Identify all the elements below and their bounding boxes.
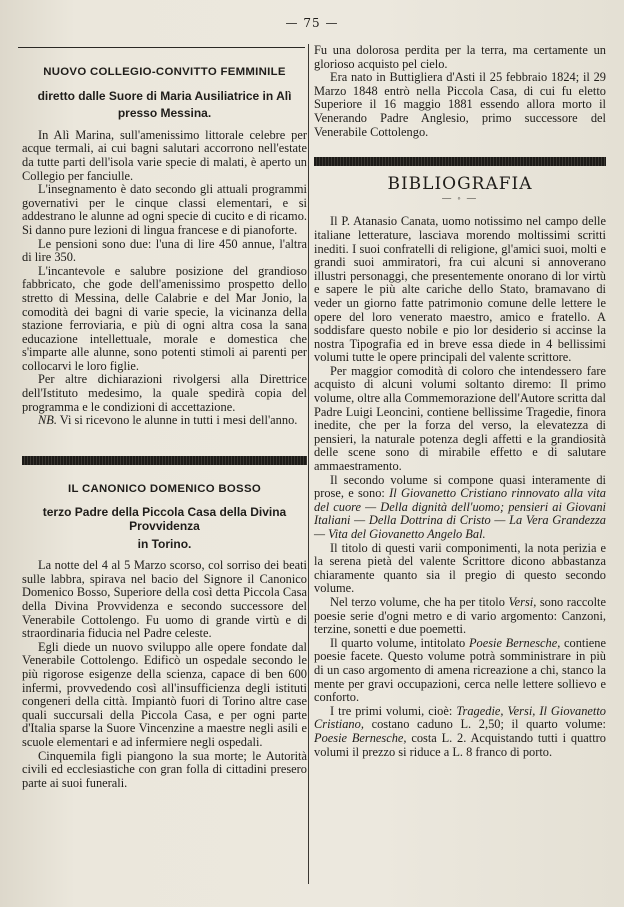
prices-intro: I tre primi volumi, cioè: <box>330 703 457 718</box>
bibliography-paragraph <box>314 474 606 542</box>
bibliography-paragraph: Il titolo di questi varii componimenti, la nota perizia e la serena pietà del valente Scrittore dicono abbastanza chiaramente quanto sia il pregio di questo secondo volume. <box>314 540 606 596</box>
ornament: — ◦ — <box>442 192 478 203</box>
college-paragraph: L'incantevole e salubre posizione del grandioso fabbricato, che gode dell'amenissimo prospetto dello stretto di Messina, delle Calabrie e del Mar Jonio, la comodità dei bagni di varie specie, la vicinanza della stazione ferroviaria, e più di ogni altra cosa la sana educazione intellettuale, morale e domestica che s'imparte alle alunne, sono potenti stimoli ai parenti per collocarvi le loro figlie. <box>22 263 307 373</box>
prices-titles: Tragedie, Versi, Il Giovanetto Cristiano, <box>314 703 606 732</box>
college-paragraph: Per altre dichiarazioni rivolgersi alla Direttrice dell'Istituto medesimo, la quale spedirà copia del programma e le condizioni di accettazione. <box>22 372 307 414</box>
bibliography-paragraph: Il P. Atanasio Canata, uomo notissimo nel campo delle italiane letterature, lasciava morendo moltissimi scritti inediti. I suoi confratelli di religione, gl'amici suoi, molti e grandi suoi ammiratori, fra cui alcuni si annoverano illustri personaggi, che presentemente onorano di lor virtù e sapere le più alte cariche dello Stato, bramavano di veder un giorno fatte patrimonio comune delle lettere le opere del loro venerato maestro, amico e fratello. A soddisfare questo nobile e pio lor desiderio si accinse la nostra Tipografia ed in breve essa diede in 4 bellissimi volumi tutte le opere principali del valente scrittore. <box>314 214 606 365</box>
prices-end: costa L. 2. Acquistando tutti i quattro volumi il prezzo si riduce a L. 8 franco di porto. <box>314 730 606 759</box>
college-nb-note <box>22 414 307 428</box>
vol3-intro: Nel terzo volume, che ha per titolo <box>330 594 509 609</box>
bibliography-paragraph <box>314 637 606 705</box>
bibliography-paragraph: Per maggior comodità di coloro che intendessero fare acquisto di alcuni volumi soltanto diremo: Il primo volume, oltre alla Commemorazione dell'Autore scritta dal Padre Luigi Leoncini, contiene bellissime Tragedie, finora inedite, che per la forza del verso, la elevatezza di pensieri, la naturale potenza degli affetti e la grandiosità delle scene sono di mirabile effetto e di salutare ammaestramento. <box>314 363 606 474</box>
prices-title-4: Poesie Bernesche, <box>314 730 407 745</box>
college-article-subtitle-2: presso Messina. <box>117 106 212 121</box>
college-article-title: NUOVO COLLEGIO-CONVITTO FEMMINILE <box>43 66 286 78</box>
left-column <box>22 44 307 790</box>
bosso-paragraph: Egli diede un nuovo sviluppo alle opere fondate dal Venerabile Cottolengo. Edificò un ospedale secondo le più rigorose esigenze della scienza, capace di ben 600 infermi, provvedendo così all'insufficienza degli istituti congeneri della città. Impiantò fuori di Torino altre case quali succursali della Piccola Casa, e per ogni parte d'Italia sparse la Suore Vincenzine a maestre negli asili e scuole elementari e ad infermiere negli ospedali. <box>22 639 307 749</box>
bosso-article-title: IL CANONICO DOMENICO BOSSO <box>67 482 261 495</box>
prices-text: costano caduno L. 2,50; il quarto volume: <box>363 717 606 732</box>
bosso-article-subtitle-2: in Torino. <box>137 536 192 551</box>
nb-label: NB. <box>38 413 57 428</box>
bosso-continuation: Fu una dolorosa perdita per la terra, ma certamente un glorioso acquisto pel cielo. <box>314 43 606 71</box>
section-divider-bar <box>22 456 307 465</box>
bosso-paragraph: La notte del 4 al 5 Marzo scorso, col sorriso dei beati sulle labbra, spirava nel bacio del Signore il Canonico Domenico Bosso, Superiore della così detta Piccola Casa della Divina Provvidenza e secondo successore del Venerabile Cottolengo. Fu uomo di grande virtù e di straordinaria fiducia nel Padre celeste. <box>22 558 307 641</box>
vol3-text: sono raccolte poesie serie d'ogni metro e di vario argomento: Canzoni, terzine, sonetti e due poemetti. <box>314 594 606 637</box>
bosso-article-subtitle: terzo Padre della Piccola Casa della Divina Provvidenza <box>42 505 287 534</box>
college-article-subtitle: diretto dalle Suore di Maria Ausiliatrice in Alì <box>37 88 292 103</box>
college-paragraph: L'insegnamento è dato secondo gli attuali programmi governativi per le cinque classi elementari, e si addestrano le alunne ad ogni specie di cucito e di ricamo. Si danno pure lezioni di lingua francese e di pianoforte. <box>22 182 307 237</box>
bosso-paragraph: Cinquemila figli piangono la sua morte; le Autorità civili ed ecclesiastiche con gran folla di cittadini presero parte ai suoi funerali. <box>22 748 307 790</box>
vol4-text: contiene poesie facete. Questo volume potrà somministrare in più di un caso argomento di amena ricreazione a chi, stanco la mente per gravi occupazioni, cerca nelle lettere sollievo e conforto. <box>314 635 606 705</box>
bibliography-paragraph <box>314 596 606 637</box>
bosso-continuation: Era nato in Buttigliera d'Asti il 25 febbraio 1824; il 29 Marzo 1848 entrò nella Piccola Casa, di cui fu eletto Superiore il 16 maggio 1881 essendo allora morto il Venerando Padre Anglesio, primo successore del Venerabile Cottolengo. <box>314 70 606 139</box>
vol2-titles: Il Giovanetto Cristiano rinnovato alla vita del cuore — Della dignità dell'uomo; pensieri ai Giovani Italiani — Della Dottrina di Cristo — La Vera Grandezza — Vita del Giovanetto Angelo Bal. <box>314 486 606 541</box>
bibliography-title: BIBLIOGRAFIA <box>387 174 533 195</box>
page-number: — 75 — <box>285 16 339 30</box>
section-divider-bar <box>314 157 606 166</box>
right-column <box>314 44 606 759</box>
vol4-intro: Il quarto volume, intitolato <box>330 635 469 650</box>
bibliography-prices <box>314 705 606 759</box>
vol3-title: Versi, <box>508 594 537 609</box>
college-paragraph: Le pensioni sono due: l'una di lire 450 annue, l'altra di lire 350. <box>22 236 307 265</box>
vol2-intro: Il secondo volume si compone quasi interamente di prose, e sono: <box>314 472 606 501</box>
nb-text: Vi si ricevono le alunne in tutti i mesi dell'anno. <box>56 413 298 428</box>
college-paragraph: In Alì Marina, sull'amenissimo littorale celebre per acque termali, ai cui bagni salutari accorrono nell'estate da tutte parti dell'isola varie specie di malati, è aperto un Collegio per fanciulle. <box>22 127 307 183</box>
vol4-title: Poesie Bernesche, <box>468 635 561 650</box>
